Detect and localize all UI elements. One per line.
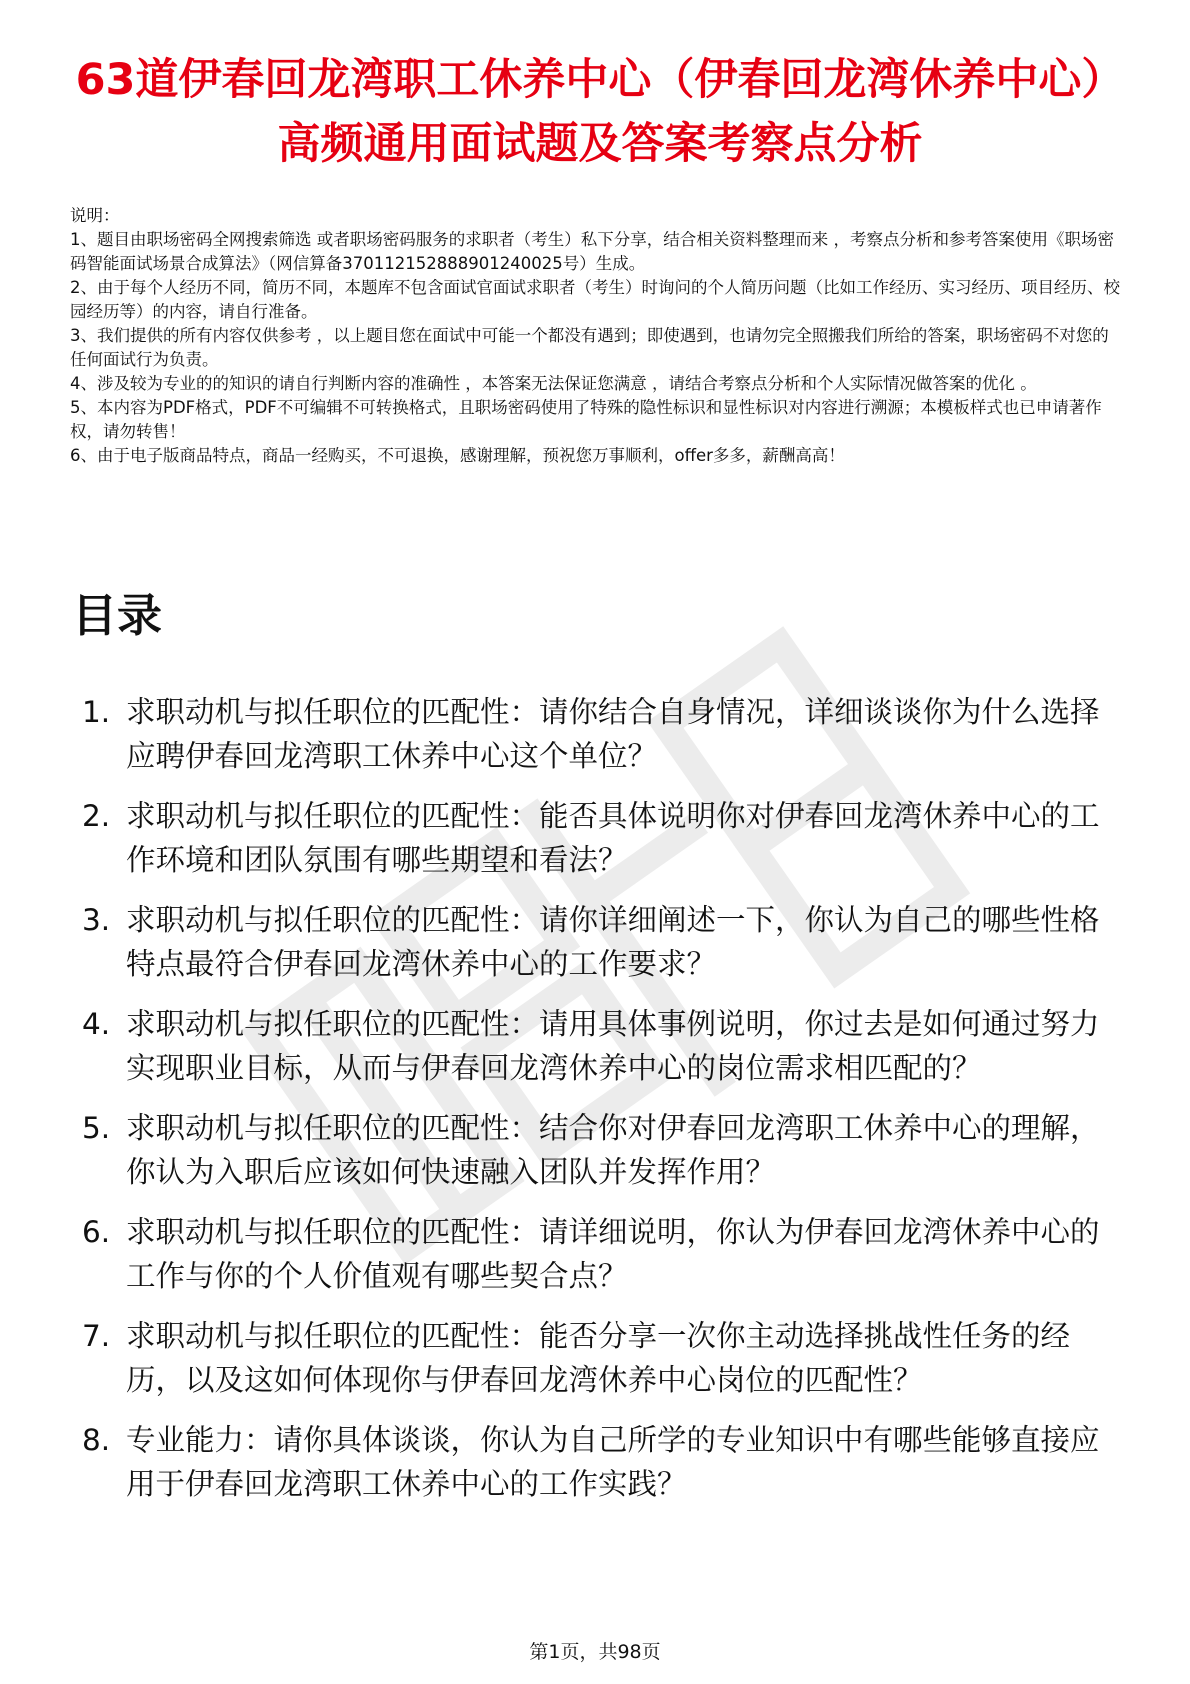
toc-heading: 目录 xyxy=(72,589,163,642)
toc-item[interactable] xyxy=(70,690,1130,778)
toc-item-number: 2. xyxy=(82,799,111,833)
toc-item-number: 8. xyxy=(82,1423,111,1457)
toc-item[interactable] xyxy=(70,794,1130,882)
toc-item[interactable] xyxy=(70,1210,1130,1298)
note-item-3: 3、我们提供的所有内容仅供参考 ，以上题目您在面试中可能一个都没有遇到；即使遇到，也请勿完全照搬我们所给的答案，职场密码不对您的任何面试行为负责。 xyxy=(70,326,1109,369)
note-item-6: 6、由于电子版商品特点，商品一经购买，不可退换，感谢理解，预祝您万事顺利，offer多多，薪酬高高！ xyxy=(70,446,845,465)
note-item-2: 2、由于每个人经历不同，简历不同，本题库不包含面试官面试求职者（考生）时询问的个人简历问题（比如工作经历、实习经历、项目经历、校园经历等）的内容，请自行准备。 xyxy=(70,278,1120,321)
toc-item[interactable] xyxy=(70,1314,1130,1402)
toc-item[interactable] xyxy=(70,1418,1130,1506)
toc-item-number: 5. xyxy=(82,1111,111,1145)
toc-item[interactable] xyxy=(70,1106,1130,1194)
toc-item-text[interactable]: 求职动机与拟任职位的匹配性：请你详细阐述一下，你认为自己的哪些性格特点最符合伊春回龙湾休养中心的工作要求？ xyxy=(126,903,1100,981)
toc-item[interactable] xyxy=(70,1002,1130,1090)
toc-item[interactable] xyxy=(70,898,1130,986)
toc-item-text[interactable]: 专业能力：请你具体谈谈，你认为自己所学的专业知识中有哪些能够直接应用于伊春回龙湾职工休养中心的工作实践？ xyxy=(126,1423,1100,1501)
toc-item-text[interactable]: 求职动机与拟任职位的匹配性：结合你对伊春回龙湾职工休养中心的理解，你认为入职后应该如何快速融入团队并发挥作用？ xyxy=(126,1111,1100,1189)
note-heading: 说明： xyxy=(70,206,120,225)
disclaimer-notes xyxy=(70,204,1120,468)
document-title: 63道伊春回龙湾职工休养中心（伊春回龙湾休养中心）高频通用面试题及答案考察点分析 xyxy=(75,55,1125,169)
toc-item-number: 3. xyxy=(82,903,111,937)
toc-item-number: 7. xyxy=(82,1319,111,1353)
note-item-5: 5、本内容为PDF格式，PDF不可编辑不可转换格式，且职场密码使用了特殊的隐性标识和显性标识对内容进行溯源；本模板样式也已申请著作权，请勿转售！ xyxy=(70,398,1102,441)
toc-item-number: 1. xyxy=(82,695,111,729)
toc-item-text[interactable]: 求职动机与拟任职位的匹配性：能否具体说明你对伊春回龙湾休养中心的工作环境和团队氛围有哪些期望和看法？ xyxy=(126,799,1100,877)
toc-item-number: 6. xyxy=(82,1215,111,1249)
note-item-4: 4、涉及较为专业的的知识的请自行判断内容的准确性 ，本答案无法保证您满意 ，请结合考察点分析和个人实际情况做答案的优化 。 xyxy=(70,374,1037,393)
toc-item-text[interactable]: 求职动机与拟任职位的匹配性：能否分享一次你主动选择挑战性任务的经历，以及这如何体现你与伊春回龙湾休养中心岗位的匹配性？ xyxy=(126,1319,1071,1397)
table-of-contents xyxy=(70,690,1130,1522)
toc-item-text[interactable]: 求职动机与拟任职位的匹配性：请详细说明，你认为伊春回龙湾休养中心的工作与你的个人价值观有哪些契合点？ xyxy=(126,1215,1100,1293)
note-item-1: 1、题目由职场密码全网搜索筛选 或者职场密码服务的求职者（考生）私下分享，结合相关资料整理而来 ，考察点分析和参考答案使用《职场密码智能面试场景合成算法》（网信算备370112152888901240025号）生成。 xyxy=(70,230,1114,273)
page-footer: 第1页，共98页 xyxy=(529,1641,661,1663)
toc-item-number: 4. xyxy=(82,1007,111,1041)
toc-item-text[interactable]: 求职动机与拟任职位的匹配性：请用具体事例说明，你过去是如何通过努力实现职业目标，从而与伊春回龙湾休养中心的岗位需求相匹配的？ xyxy=(126,1007,1100,1085)
toc-item-text[interactable]: 求职动机与拟任职位的匹配性：请你结合自身情况，详细谈谈你为什么选择应聘伊春回龙湾职工休养中心这个单位？ xyxy=(126,695,1100,773)
